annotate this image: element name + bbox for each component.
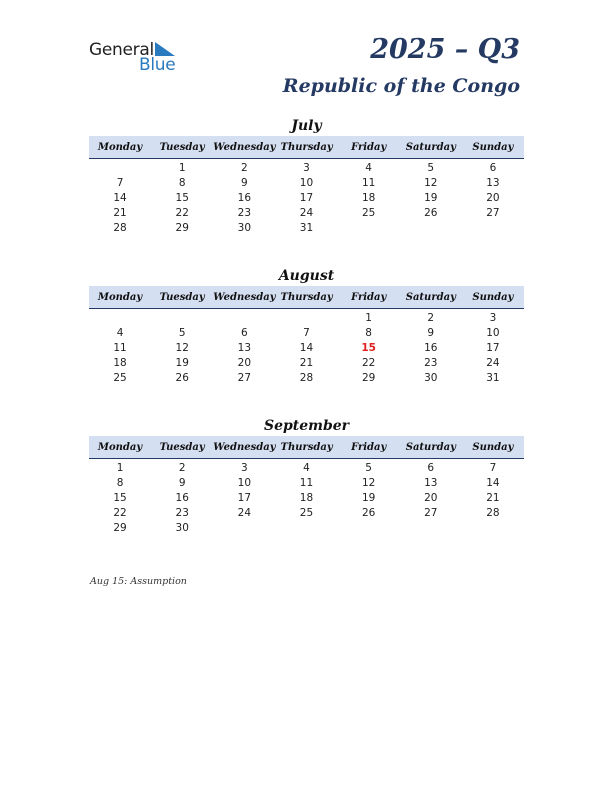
date-cell: 22 xyxy=(113,506,127,519)
date-cell: 21 xyxy=(486,491,500,504)
date-cell: 2 xyxy=(427,311,435,324)
date-cell: 19 xyxy=(361,491,376,504)
month-calendar-august xyxy=(89,266,524,385)
date-cell: 31 xyxy=(299,221,314,234)
date-cell: 4 xyxy=(116,326,124,339)
date-cell: 10 xyxy=(486,326,500,339)
week-row xyxy=(89,490,524,505)
date-cell: 1 xyxy=(116,461,124,474)
week-row xyxy=(89,175,524,190)
month-name: August xyxy=(278,268,335,284)
week-row xyxy=(89,370,524,385)
date-cell: 10 xyxy=(237,476,252,489)
week-row xyxy=(89,205,524,220)
week-row xyxy=(89,220,524,235)
date-cell: 14 xyxy=(113,191,127,204)
date-cell: 23 xyxy=(175,506,189,519)
date-cell: 27 xyxy=(237,371,252,384)
weekday-label: Wednesday xyxy=(213,291,276,303)
date-cell: 3 xyxy=(241,461,248,474)
date-cell: 14 xyxy=(486,476,500,489)
date-cell: 30 xyxy=(424,371,438,384)
weekday-label: Sunday xyxy=(472,141,514,153)
date-cell: 25 xyxy=(113,371,127,384)
month-name: July xyxy=(291,118,322,134)
date-cell: 1 xyxy=(365,311,372,324)
week-row xyxy=(89,355,524,370)
date-cell: 16 xyxy=(237,191,252,204)
date-cell: 11 xyxy=(299,476,314,489)
week-row xyxy=(89,310,524,325)
weekday-label: Tuesday xyxy=(159,441,205,453)
date-cell: 29 xyxy=(113,521,127,534)
date-cell: 7 xyxy=(303,326,310,339)
weekday-label: Saturday xyxy=(405,441,456,453)
logo-word-blue: Blue xyxy=(139,55,176,75)
date-cell: 25 xyxy=(361,206,376,219)
date-cell: 30 xyxy=(175,521,189,534)
date-cell: 26 xyxy=(175,371,189,384)
weekday-label: Thursday xyxy=(280,141,333,153)
month-calendar-july xyxy=(89,116,524,235)
date-cell: 2 xyxy=(241,161,248,174)
date-cell: 14 xyxy=(299,341,314,354)
date-cell: 5 xyxy=(427,161,435,174)
date-cell: 16 xyxy=(424,341,438,354)
month-calendar-september xyxy=(89,416,524,535)
date-cell: 28 xyxy=(486,506,500,519)
weeks-grid xyxy=(89,459,524,535)
date-cell: 11 xyxy=(113,341,127,354)
weekday-header-row xyxy=(89,136,524,159)
date-cell: 15 xyxy=(175,191,189,204)
date-cell: 8 xyxy=(178,176,186,189)
date-cell: 22 xyxy=(175,206,189,219)
date-cell: 23 xyxy=(424,356,438,369)
date-cell: 26 xyxy=(361,506,376,519)
date-cell: 10 xyxy=(299,176,314,189)
weekday-label: Tuesday xyxy=(159,291,205,303)
country-title: Republic of the Congo xyxy=(282,75,520,97)
date-cell: 18 xyxy=(113,356,127,369)
date-cell: 21 xyxy=(299,356,314,369)
date-cell: 31 xyxy=(486,371,500,384)
weekday-header-row xyxy=(89,436,524,459)
date-cell: 19 xyxy=(424,191,438,204)
date-cell: 20 xyxy=(486,191,500,204)
date-cell: 25 xyxy=(299,506,314,519)
weekday-label: Friday xyxy=(351,291,387,303)
date-cell: 15 xyxy=(113,491,127,504)
date-cell: 24 xyxy=(299,206,314,219)
week-row xyxy=(89,505,524,520)
week-row xyxy=(89,460,524,475)
week-row xyxy=(89,325,524,340)
date-cell: 9 xyxy=(427,326,435,339)
date-cell: 4 xyxy=(303,461,310,474)
date-cell: 28 xyxy=(299,371,314,384)
weekday-label: Sunday xyxy=(472,441,514,453)
date-cell: 22 xyxy=(361,356,376,369)
week-row xyxy=(89,475,524,490)
date-cell: 17 xyxy=(299,191,314,204)
date-cell: 9 xyxy=(178,476,186,489)
quarter-title: 2025 – Q3 xyxy=(370,34,520,65)
date-cell: 13 xyxy=(486,176,500,189)
weekday-label: Wednesday xyxy=(213,441,276,453)
date-cell: 13 xyxy=(424,476,438,489)
date-cell: 19 xyxy=(175,356,189,369)
date-cell: 4 xyxy=(365,161,372,174)
date-cell: 24 xyxy=(486,356,500,369)
date-cell: 1 xyxy=(178,161,186,174)
week-row xyxy=(89,340,524,355)
date-cell: 27 xyxy=(486,206,500,219)
date-cell: 21 xyxy=(113,206,127,219)
weekday-label: Wednesday xyxy=(213,141,276,153)
date-cell: 18 xyxy=(361,191,376,204)
date-cell: 12 xyxy=(424,176,438,189)
month-name: September xyxy=(263,418,350,434)
date-cell: 13 xyxy=(237,341,252,354)
date-cell: 3 xyxy=(489,311,497,324)
weekday-label: Friday xyxy=(351,141,387,153)
date-cell: 9 xyxy=(241,176,248,189)
weekday-label: Monday xyxy=(97,441,143,453)
weekday-label: Monday xyxy=(97,291,143,303)
weeks-grid xyxy=(89,159,524,235)
date-cell: 17 xyxy=(486,341,500,354)
date-cell: 8 xyxy=(365,326,372,339)
date-cell: 12 xyxy=(361,476,376,489)
date-cell: 12 xyxy=(175,341,189,354)
date-cell: 7 xyxy=(489,461,497,474)
date-cell: 27 xyxy=(424,506,438,519)
week-row xyxy=(89,520,524,535)
weekday-label: Monday xyxy=(97,141,143,153)
date-cell: 6 xyxy=(489,161,497,174)
holiday-date-cell: 15 xyxy=(361,341,376,354)
date-cell: 23 xyxy=(237,206,252,219)
date-cell: 8 xyxy=(116,476,124,489)
date-cell: 20 xyxy=(237,356,252,369)
generalblue-logo xyxy=(89,40,189,76)
week-row xyxy=(89,160,524,175)
date-cell: 5 xyxy=(365,461,372,474)
date-cell: 20 xyxy=(424,491,438,504)
date-cell: 30 xyxy=(237,221,252,234)
date-cell: 17 xyxy=(237,491,252,504)
weekday-label: Friday xyxy=(351,441,387,453)
logo-word-general: General xyxy=(89,40,154,60)
date-cell: 18 xyxy=(299,491,314,504)
weekday-label: Saturday xyxy=(405,291,456,303)
date-cell: 24 xyxy=(237,506,252,519)
date-cell: 6 xyxy=(241,326,248,339)
date-cell: 6 xyxy=(427,461,435,474)
date-cell: 2 xyxy=(178,461,186,474)
date-cell: 29 xyxy=(175,221,189,234)
date-cell: 26 xyxy=(424,206,438,219)
weekday-label: Tuesday xyxy=(159,141,205,153)
weekday-label: Thursday xyxy=(280,291,333,303)
date-cell: 7 xyxy=(116,176,124,189)
weekday-label: Saturday xyxy=(405,141,456,153)
date-cell: 5 xyxy=(178,326,186,339)
date-cell: 11 xyxy=(361,176,376,189)
date-cell: 16 xyxy=(175,491,189,504)
date-cell: 3 xyxy=(303,161,310,174)
holiday-note: Aug 15: Assumption xyxy=(90,576,187,587)
weekday-label: Sunday xyxy=(472,291,514,303)
weekday-label: Thursday xyxy=(280,441,333,453)
date-cell: 29 xyxy=(361,371,376,384)
weeks-grid xyxy=(89,309,524,385)
weekday-header-row xyxy=(89,286,524,309)
week-row xyxy=(89,190,524,205)
date-cell: 28 xyxy=(113,221,127,234)
